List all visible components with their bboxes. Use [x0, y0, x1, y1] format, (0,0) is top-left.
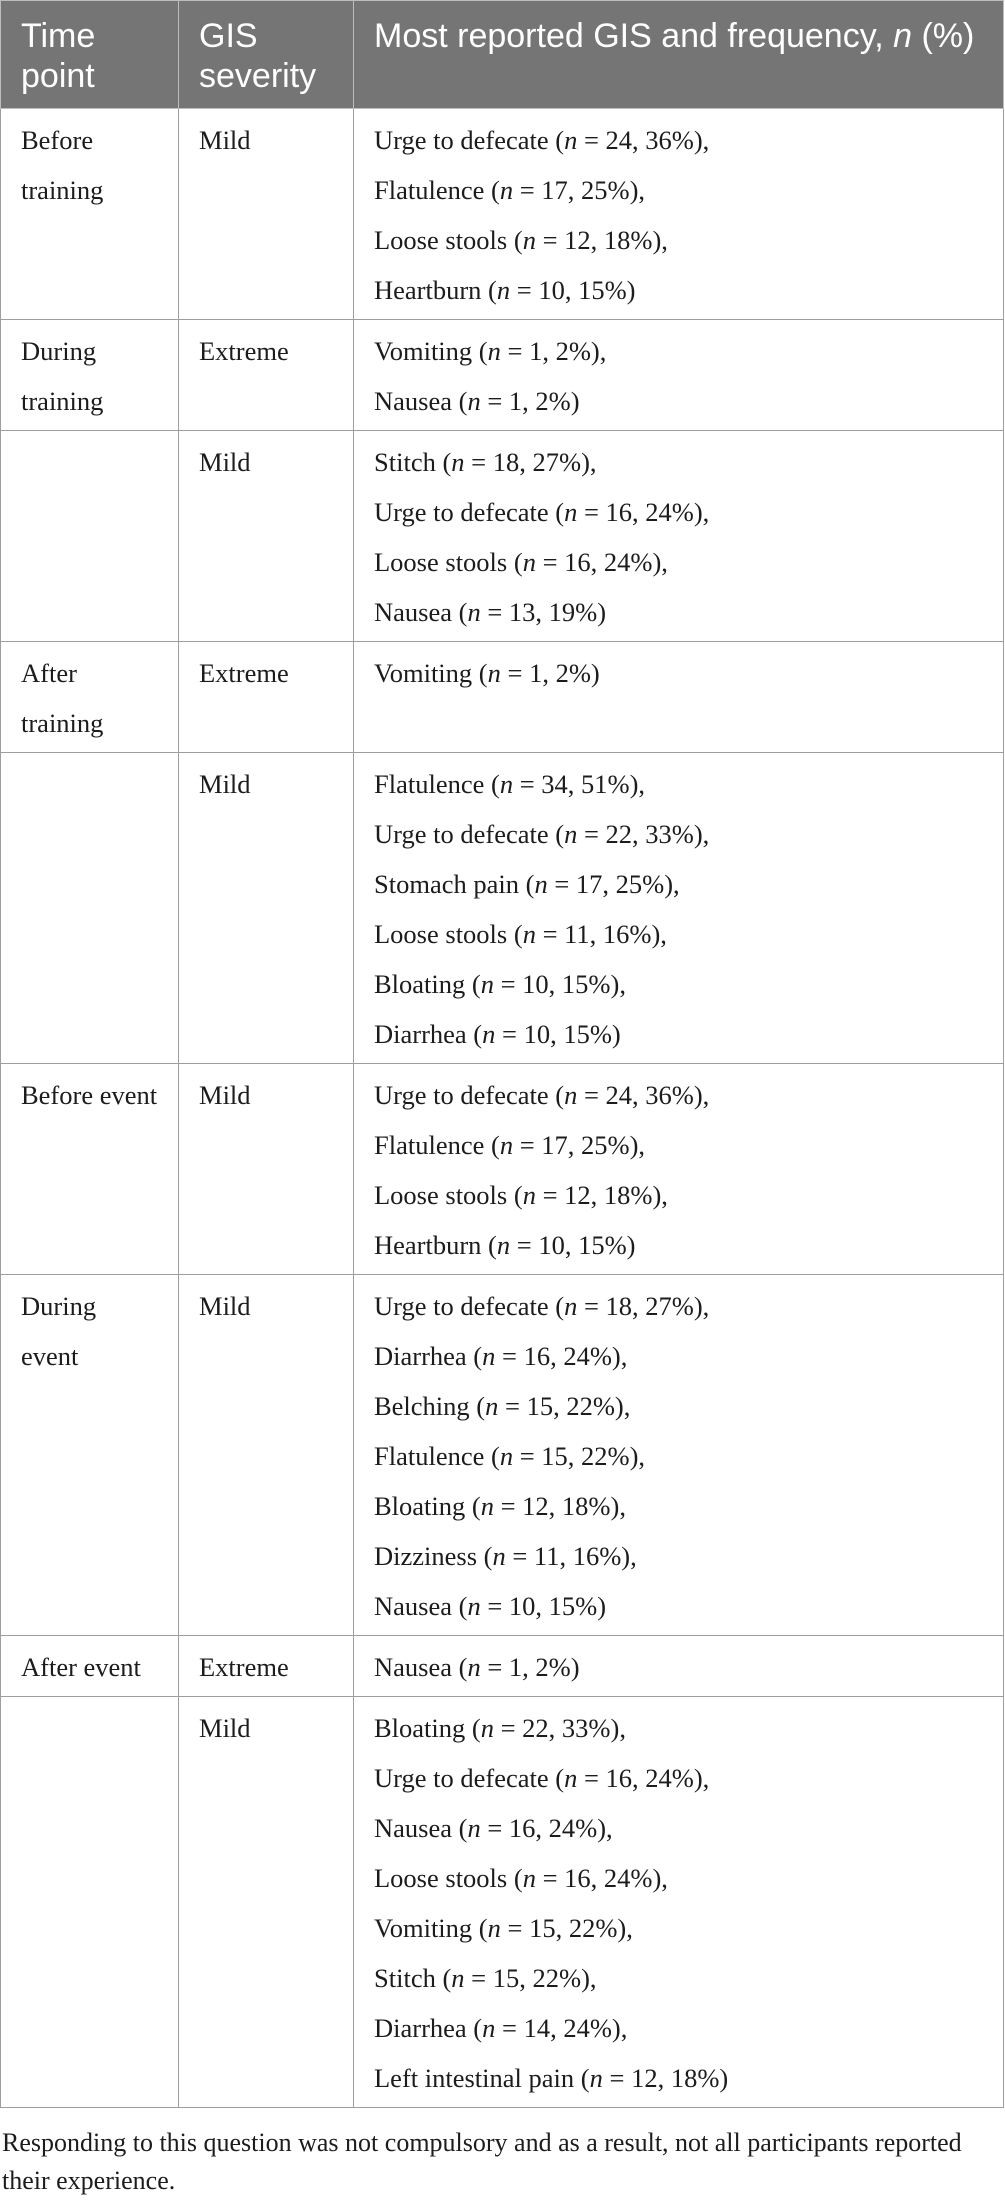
- symptom-label: Urge to defecate (: [374, 1080, 565, 1110]
- symptom-frequency: = 22, 33%),: [493, 1713, 626, 1743]
- symptom-item: [374, 376, 983, 426]
- symptom-label: Nausea (: [374, 1652, 468, 1682]
- symptom-n-italic: n: [482, 1341, 496, 1371]
- symptoms-cell: [354, 431, 1004, 642]
- symptom-n-italic: n: [564, 125, 578, 155]
- symptom-item: [374, 1753, 983, 1803]
- symptom-label: Flatulence (: [374, 1441, 500, 1471]
- symptom-n-italic: n: [522, 919, 536, 949]
- symptom-label: Loose stools (: [374, 919, 523, 949]
- symptom-item: [374, 1120, 983, 1170]
- symptom-n-italic: n: [467, 1591, 481, 1621]
- symptom-item: [374, 1903, 983, 1953]
- symptoms-cell: [354, 1636, 1004, 1697]
- symptom-n-italic: n: [522, 1180, 536, 1210]
- symptom-item: [374, 326, 983, 376]
- symptom-label: Loose stools (: [374, 547, 523, 577]
- symptom-n-italic: n: [487, 658, 501, 688]
- symptom-n-italic: n: [499, 1130, 514, 1160]
- symptom-item: [374, 2053, 983, 2103]
- time-point-cell: Before event: [1, 1064, 179, 1275]
- symptom-frequency: = 10, 15%): [480, 1591, 607, 1621]
- symptom-frequency: = 12, 18%),: [535, 225, 668, 255]
- symptom-label: Bloating (: [374, 969, 481, 999]
- time-point-cell: [1, 431, 179, 642]
- symptom-item: [374, 587, 983, 637]
- table-row: [1, 431, 1004, 642]
- symptom-label: Bloating (: [374, 1491, 481, 1521]
- symptom-item: [374, 1953, 983, 2003]
- symptom-label: Nausea (: [374, 1813, 468, 1843]
- symptom-frequency: = 17, 25%),: [547, 869, 680, 899]
- symptom-item: [374, 437, 983, 487]
- symptom-label: Urge to defecate (: [374, 1291, 565, 1321]
- time-point-cell: After event: [1, 1636, 179, 1697]
- gis-severity-cell: Mild: [179, 109, 354, 320]
- table-row: [1, 109, 1004, 320]
- symptom-label: Urge to defecate (: [374, 497, 565, 527]
- gis-severity-cell: Mild: [179, 1275, 354, 1636]
- symptom-frequency: = 16, 24%),: [495, 1341, 628, 1371]
- gis-severity-cell: Mild: [179, 1064, 354, 1275]
- symptom-n-italic: n: [467, 597, 481, 627]
- symptom-frequency: = 16, 24%),: [480, 1813, 613, 1843]
- symptom-frequency: = 18, 27%),: [577, 1291, 710, 1321]
- symptom-item: [374, 1481, 983, 1531]
- symptom-item: [374, 859, 983, 909]
- symptom-label: Urge to defecate (: [374, 125, 565, 155]
- symptom-item: [374, 1853, 983, 1903]
- symptom-label: Vomiting (: [374, 1913, 488, 1943]
- table-footnote: Responding to this question was not compulsory and as a result, not all participants reported their experience.: [2, 2128, 962, 2195]
- symptom-item: [374, 1220, 983, 1270]
- symptom-item: [374, 1431, 983, 1481]
- table-header: [1, 1, 1004, 109]
- symptom-frequency: = 12, 18%): [602, 2063, 729, 2093]
- symptom-frequency: = 14, 24%),: [495, 2013, 628, 2043]
- symptom-frequency: = 10, 15%): [495, 1019, 621, 1049]
- gis-severity-cell: Extreme: [179, 642, 354, 753]
- symptom-n-italic: n: [487, 1913, 501, 1943]
- symptom-item: [374, 1703, 983, 1753]
- symptom-frequency: = 22, 33%),: [577, 819, 710, 849]
- symptom-label: Vomiting (: [374, 658, 488, 688]
- gis-severity-cell: Mild: [179, 431, 354, 642]
- symptom-n-italic: n: [499, 1441, 514, 1471]
- symptom-item: [374, 959, 983, 1009]
- time-point-cell: During event: [1, 1275, 179, 1636]
- header-most-reported: [354, 1, 1004, 109]
- symptom-item: [374, 1070, 983, 1120]
- symptom-frequency: = 11, 16%),: [535, 919, 667, 949]
- symptom-frequency: = 10, 15%),: [493, 969, 626, 999]
- symptom-frequency: = 18, 27%),: [464, 447, 597, 477]
- symptom-label: Heartburn (: [374, 1230, 497, 1260]
- table-row: [1, 1275, 1004, 1636]
- symptom-n-italic: n: [496, 275, 511, 305]
- symptom-frequency: = 24, 36%),: [577, 125, 710, 155]
- symptom-n-italic: n: [480, 969, 494, 999]
- symptom-label: Vomiting (: [374, 336, 488, 366]
- symptom-label: Nausea (: [374, 386, 468, 416]
- symptom-n-italic: n: [534, 869, 548, 899]
- symptom-n-italic: n: [485, 1391, 499, 1421]
- header-row: [1, 1, 1004, 109]
- symptom-frequency: = 16, 24%),: [577, 1763, 710, 1793]
- symptom-label: Loose stools (: [374, 1863, 523, 1893]
- gis-severity-cell: Mild: [179, 1697, 354, 2108]
- symptom-item: [374, 809, 983, 859]
- symptom-frequency: = 13, 19%): [480, 597, 607, 627]
- symptom-item: [374, 1381, 983, 1431]
- symptom-label: Diarrhea (: [374, 1341, 483, 1371]
- symptom-item: [374, 1531, 983, 1581]
- table-row: [1, 1636, 1004, 1697]
- time-point-cell: [1, 1697, 179, 2108]
- header-n-italic: n: [893, 17, 913, 55]
- symptom-item: [374, 265, 983, 315]
- symptom-n-italic: n: [451, 447, 465, 477]
- symptom-frequency: = 1, 2%),: [500, 336, 607, 366]
- header-gis-severity: GIS severity: [179, 1, 354, 109]
- symptom-n-italic: n: [499, 769, 514, 799]
- symptom-frequency: = 16, 24%),: [535, 547, 668, 577]
- symptom-frequency: = 15, 22%),: [513, 1441, 646, 1471]
- symptom-item: [374, 909, 983, 959]
- symptom-n-italic: n: [499, 175, 514, 205]
- symptom-item: [374, 215, 983, 265]
- header-time-point: Time point: [1, 1, 179, 109]
- symptom-n-italic: n: [589, 2063, 603, 2093]
- symptom-n-italic: n: [522, 1863, 536, 1893]
- symptom-frequency: = 11, 16%),: [505, 1541, 637, 1571]
- symptom-n-italic: n: [496, 1230, 511, 1260]
- symptom-n-italic: n: [467, 1813, 481, 1843]
- symptom-item: [374, 1009, 983, 1059]
- symptom-label: Stomach pain (: [374, 869, 535, 899]
- symptom-frequency: = 34, 51%),: [513, 769, 646, 799]
- symptom-item: [374, 537, 983, 587]
- symptom-n-italic: n: [564, 819, 578, 849]
- symptom-n-italic: n: [564, 1763, 578, 1793]
- symptoms-cell: [354, 1275, 1004, 1636]
- symptom-label: Nausea (: [374, 597, 468, 627]
- symptom-label: Left intestinal pain (: [374, 2063, 590, 2093]
- symptom-label: Bloating (: [374, 1713, 481, 1743]
- symptom-frequency: = 15, 22%),: [500, 1913, 633, 1943]
- symptom-item: [374, 1642, 983, 1692]
- symptom-item: [374, 2003, 983, 2053]
- symptom-label: Flatulence (: [374, 175, 500, 205]
- symptom-frequency: = 1, 2%): [500, 658, 600, 688]
- symptom-label: Stitch (: [374, 1963, 452, 1993]
- symptoms-cell: [354, 642, 1004, 753]
- symptom-frequency: = 16, 24%),: [577, 497, 710, 527]
- symptom-label: Belching (: [374, 1391, 486, 1421]
- table-row: [1, 1697, 1004, 2108]
- symptom-item: [374, 1803, 983, 1853]
- symptom-n-italic: n: [564, 1080, 578, 1110]
- table-row: [1, 320, 1004, 431]
- symptom-label: Flatulence (: [374, 1130, 500, 1160]
- symptom-label: Flatulence (: [374, 769, 500, 799]
- symptom-n-italic: n: [480, 1713, 494, 1743]
- symptoms-cell: [354, 753, 1004, 1064]
- symptom-label: Heartburn (: [374, 275, 497, 305]
- gis-severity-cell: Extreme: [179, 320, 354, 431]
- symptom-n-italic: n: [564, 1291, 578, 1321]
- symptom-label: Loose stools (: [374, 1180, 523, 1210]
- symptom-n-italic: n: [480, 1491, 494, 1521]
- symptom-frequency: = 15, 22%),: [464, 1963, 597, 1993]
- symptom-frequency: = 17, 25%),: [513, 1130, 646, 1160]
- symptom-label: Nausea (: [374, 1591, 468, 1621]
- table-body: [1, 109, 1004, 2108]
- symptom-label: Stitch (: [374, 447, 452, 477]
- symptom-n-italic: n: [482, 1019, 496, 1049]
- symptom-n-italic: n: [564, 497, 578, 527]
- symptom-n-italic: n: [522, 225, 536, 255]
- symptoms-cell: [354, 320, 1004, 431]
- table-row: [1, 1064, 1004, 1275]
- symptom-n-italic: n: [522, 547, 536, 577]
- symptom-frequency: = 16, 24%),: [535, 1863, 668, 1893]
- symptom-frequency: = 12, 18%),: [493, 1491, 626, 1521]
- symptom-label: Urge to defecate (: [374, 1763, 565, 1793]
- symptom-label: Urge to defecate (: [374, 819, 565, 849]
- symptom-item: [374, 1170, 983, 1220]
- symptom-frequency: = 1, 2%): [480, 386, 580, 416]
- symptoms-cell: [354, 1064, 1004, 1275]
- time-point-cell: During training: [1, 320, 179, 431]
- symptom-frequency: = 17, 25%),: [513, 175, 646, 205]
- symptom-label: Diarrhea (: [374, 2013, 483, 2043]
- symptom-n-italic: n: [451, 1963, 465, 1993]
- header-most-reported-prefix: Most reported GIS and frequency,: [374, 17, 894, 55]
- time-point-cell: Before training: [1, 109, 179, 320]
- symptom-item: [374, 648, 983, 698]
- table-row: [1, 753, 1004, 1064]
- symptom-frequency: = 1, 2%): [480, 1652, 580, 1682]
- symptoms-cell: [354, 109, 1004, 320]
- symptom-item: [374, 487, 983, 537]
- symptom-label: Loose stools (: [374, 225, 523, 255]
- symptom-n-italic: n: [467, 386, 481, 416]
- symptom-item: [374, 165, 983, 215]
- gis-severity-cell: Mild: [179, 753, 354, 1064]
- symptom-frequency: = 12, 18%),: [535, 1180, 668, 1210]
- symptom-n-italic: n: [487, 336, 501, 366]
- symptom-item: [374, 759, 983, 809]
- symptom-item: [374, 1331, 983, 1381]
- symptom-item: [374, 115, 983, 165]
- symptom-frequency: = 15, 22%),: [498, 1391, 631, 1421]
- time-point-cell: [1, 753, 179, 1064]
- header-most-reported-suffix: (%): [912, 17, 975, 55]
- symptom-frequency: = 10, 15%): [510, 275, 636, 305]
- table-row: [1, 642, 1004, 753]
- time-point-cell: After training: [1, 642, 179, 753]
- symptoms-cell: [354, 1697, 1004, 2108]
- symptom-n-italic: n: [467, 1652, 481, 1682]
- gis-severity-cell: Extreme: [179, 1636, 354, 1697]
- symptom-frequency: = 10, 15%): [510, 1230, 636, 1260]
- symptom-n-italic: n: [482, 2013, 496, 2043]
- symptom-item: [374, 1281, 983, 1331]
- symptom-item: [374, 1581, 983, 1631]
- symptom-label: Dizziness (: [374, 1541, 493, 1571]
- symptom-n-italic: n: [492, 1541, 506, 1571]
- symptom-frequency: = 24, 36%),: [577, 1080, 710, 1110]
- symptom-label: Diarrhea (: [374, 1019, 483, 1049]
